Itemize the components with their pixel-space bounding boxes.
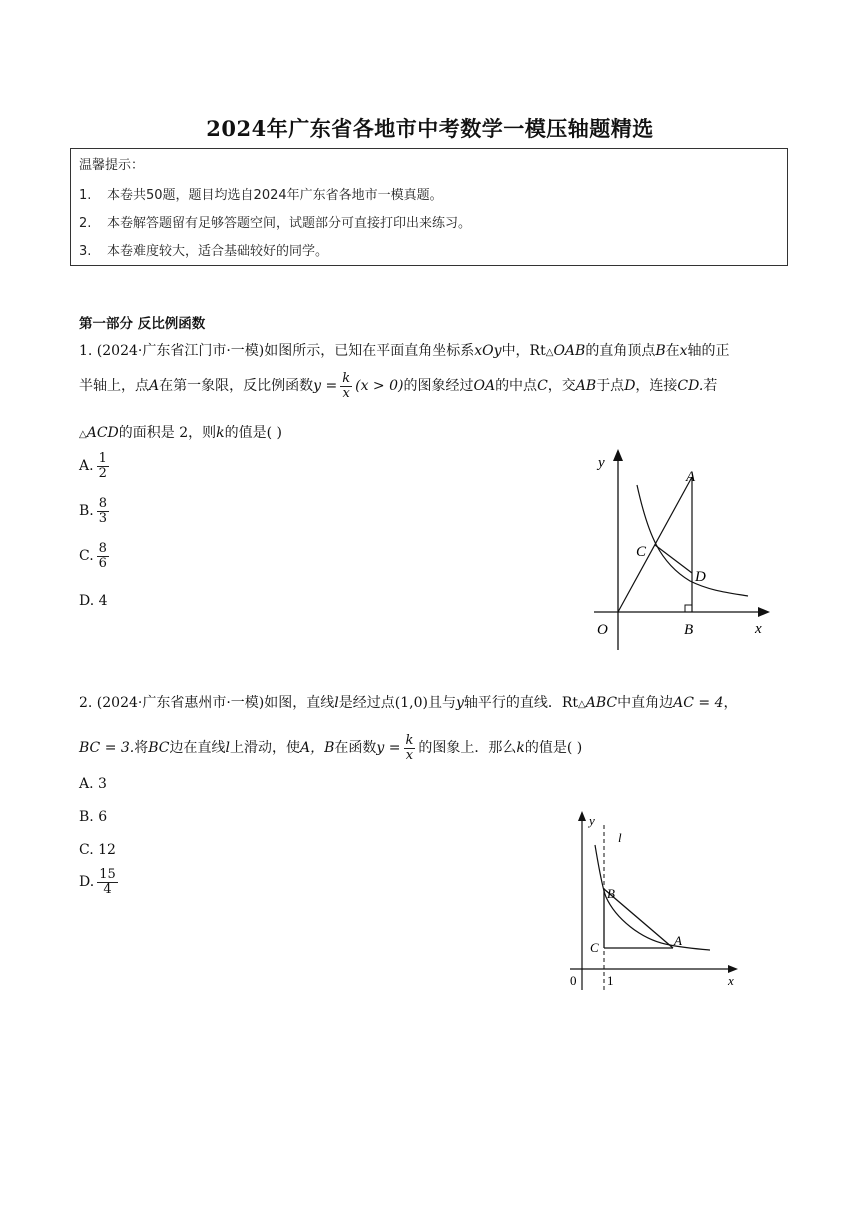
option-label: C. — [79, 842, 94, 858]
q1-text: 轴的正 — [687, 343, 730, 359]
x-axis-arrow — [758, 607, 770, 617]
label-x: x — [755, 621, 762, 637]
q1-option-a[interactable] — [79, 452, 112, 480]
label-b: B — [607, 886, 615, 901]
q1-math: CD. — [677, 378, 704, 395]
tip-number: 3. — [79, 244, 92, 259]
fraction — [97, 542, 109, 570]
q1-text: 的图象经过 — [403, 378, 474, 395]
tip-number: 1. — [79, 188, 92, 203]
q2-text: 2. (2024·广东省惠州市·一模)如图，直线 — [79, 695, 335, 711]
fraction — [97, 868, 118, 896]
q2-text: 轴平行的直线．Rt — [463, 695, 579, 711]
label-c: C — [590, 940, 599, 955]
segment-oa — [618, 477, 692, 612]
label-y: y — [589, 813, 595, 828]
section-heading: 第一部分 反比例函数 — [79, 316, 206, 332]
q2-text: 中直角边 — [617, 695, 674, 711]
option-label: B. — [79, 503, 94, 520]
q2-option-a[interactable] — [79, 776, 107, 792]
fraction — [340, 372, 352, 400]
q1-math: C — [537, 378, 548, 395]
q2-text: 将 — [134, 740, 149, 757]
q1-math: (x > 0) — [355, 378, 404, 395]
q2-option-b[interactable] — [79, 809, 107, 825]
q2-text: 边在直线 — [169, 740, 226, 757]
fraction-denominator: x — [342, 385, 350, 401]
label-c: C — [636, 544, 647, 560]
fraction-numerator: 15 — [99, 867, 116, 882]
q2-option-c[interactable] — [79, 842, 116, 858]
option-label: A. — [79, 458, 94, 475]
label-b: B — [684, 622, 694, 638]
q2-math: y — [455, 695, 464, 711]
q1-text: 的面积是 2，则 — [118, 425, 217, 441]
option-label: B. — [79, 809, 94, 825]
fraction-numerator: 8 — [98, 541, 107, 556]
q2-math: ABC — [585, 695, 618, 711]
q1-math: B — [655, 343, 666, 359]
q1-math: k — [216, 425, 225, 441]
q2-math: BC = 3. — [79, 740, 135, 757]
x-axis-arrow — [728, 965, 738, 973]
option-value: 12 — [98, 842, 116, 858]
tip-item — [79, 212, 471, 231]
tip-item — [79, 240, 328, 259]
q2-text: 的值是( ) — [524, 740, 583, 757]
tip-text: 本卷解答题留有足够答题空间，试题部分可直接打印出来练习。 — [107, 216, 472, 231]
q1-text: 的直角顶点 — [585, 343, 656, 359]
q2-line-1 — [79, 696, 738, 710]
q2-text: 在函数 — [334, 740, 377, 757]
q1-math: OA — [473, 378, 496, 395]
q1-text: 1. (2024·广东省江门市·一模)如图所示，已知在平面直角坐标系 — [79, 343, 475, 359]
q1-text: 半轴上，点 — [79, 378, 149, 395]
q1-line-3 — [79, 426, 282, 440]
label-l: l — [618, 830, 622, 845]
q2-option-d[interactable] — [79, 868, 121, 896]
fraction-denominator: 3 — [98, 510, 108, 526]
q1-math: AB — [575, 378, 597, 395]
q2-math: BC — [148, 740, 170, 757]
fraction-numerator: k — [342, 371, 351, 386]
fraction-denominator: 4 — [103, 881, 112, 897]
y-axis-arrow — [578, 811, 586, 821]
q1-math: A — [149, 378, 160, 395]
q1-text: 若 — [703, 378, 718, 395]
label-y: y — [598, 455, 605, 471]
option-label: D. — [79, 593, 95, 609]
tips-box — [70, 148, 788, 266]
q2-math: A，B — [300, 740, 335, 757]
q2-math: y = — [376, 740, 401, 757]
fraction-numerator: 1 — [98, 451, 107, 466]
right-angle-mark — [685, 605, 692, 612]
q1-option-c[interactable] — [79, 542, 112, 570]
q2-text: 是经过点 — [338, 695, 395, 711]
option-label: C. — [79, 548, 94, 565]
q2-text: 且与 — [427, 695, 456, 711]
label-zero: 0 — [570, 973, 577, 988]
triangle-symbol: △ — [545, 347, 554, 358]
q1-math: xOy — [474, 343, 502, 359]
label-x: x — [728, 973, 734, 988]
tip-number: 2. — [79, 216, 92, 231]
fraction-denominator: 2 — [98, 465, 107, 481]
q1-text: 的中点 — [495, 378, 538, 395]
label-o: O — [597, 622, 608, 638]
q2-math: k — [516, 740, 525, 757]
y-axis-arrow — [613, 449, 623, 461]
fraction — [97, 452, 109, 480]
q1-option-d[interactable] — [79, 593, 108, 609]
q2-math: AC = 4 — [673, 695, 724, 711]
q1-option-b[interactable] — [79, 497, 112, 525]
q1-math: D — [624, 378, 636, 395]
tip-text: 本卷难度较大，适合基础较好的同学。 — [107, 244, 329, 259]
q1-text: 在第一象限，反比例函数 — [159, 378, 314, 395]
q2-math: l — [225, 740, 230, 757]
option-label: D. — [79, 874, 95, 891]
triangle-symbol: △ — [578, 699, 586, 710]
label-d: D — [695, 569, 706, 585]
option-value: 4 — [98, 593, 108, 609]
q2-text: 的图象上．那么 — [418, 740, 517, 757]
fraction-numerator: k — [405, 733, 414, 748]
q1-math: y = — [313, 378, 338, 395]
q1-text: ，连接 — [635, 378, 678, 395]
q1-figure — [580, 445, 790, 655]
label-a: A — [686, 469, 696, 485]
tips-heading: 温馨提示： — [79, 158, 145, 173]
q1-math: x — [679, 343, 688, 359]
q1-text: 中，Rt — [501, 343, 546, 359]
fraction-denominator: 6 — [98, 555, 107, 571]
q1-line-1 — [79, 344, 730, 358]
label-a: A — [674, 933, 682, 948]
fraction — [97, 497, 109, 525]
q1-math: OAB — [553, 343, 586, 359]
option-value: 6 — [98, 809, 108, 825]
q1-math: ACD — [86, 425, 119, 441]
tip-item — [79, 184, 443, 203]
q1-text: 的值是( ) — [224, 425, 282, 441]
q1-text: ，交 — [547, 378, 576, 395]
q1-text: 在 — [665, 343, 680, 359]
q2-line-2 — [79, 734, 582, 762]
page-title: 2024年广东省各地市中考数学一模压轴题精选 — [206, 116, 654, 141]
q2-text: ， — [723, 695, 738, 711]
q2-figure — [560, 805, 745, 995]
q2-math: l — [334, 695, 339, 711]
q2-text: 上滑动，使 — [230, 740, 300, 757]
q1-line-2 — [79, 372, 717, 400]
fraction-numerator: 8 — [98, 496, 108, 511]
tip-text: 本卷共50题，题目均选自2024年广东省各地市一模真题。 — [107, 188, 443, 203]
q1-text: 于点 — [596, 378, 625, 395]
label-one: 1 — [607, 973, 614, 988]
option-value: 3 — [98, 776, 107, 792]
fraction-denominator: x — [405, 747, 414, 763]
option-label: A. — [79, 776, 94, 792]
triangle-symbol: △ — [79, 429, 87, 440]
q2-math: (1,0) — [394, 695, 428, 711]
fraction — [404, 734, 416, 762]
